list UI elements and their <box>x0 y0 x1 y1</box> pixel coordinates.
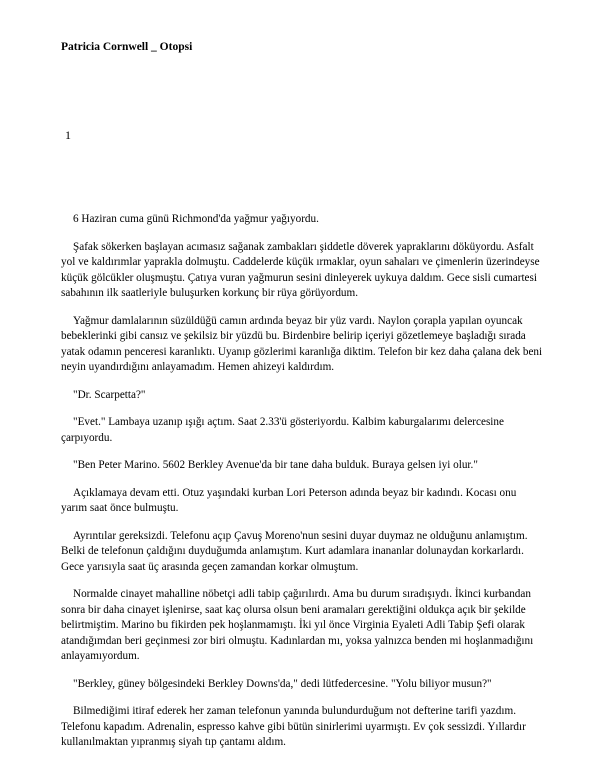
paragraph: Ayrıntılar gereksizdi. Telefonu açıp Çavuş Moreno'nun sesini duyar duymaz ne olduğunu anlamıştım. Belki de telefonun çaldığını duyduğumda anlamıştım. Kurt adamlara inananlar dolunaydan korkarlardı. Gece yarısıyla saat üç arasında geçen zamandan korkar olmuştum. <box>61 529 528 573</box>
paragraph: "Ben Peter Marino. 5602 Berkley Avenue'da bir tane daha bulduk. Buraya gelsen iyi olur." <box>73 459 478 471</box>
body-text <box>61 212 543 763</box>
paragraph: "Berkley, güney bölgesindeki Berkley Downs'da," dedi lütfedercesine. "Yolu biliyor musun?" <box>73 677 492 690</box>
paragraph: Açıklamaya devam etti. Otuz yaşındaki kurban Lori Peterson adında beyaz bir kadındı. Kocası onu yarım saat önce bulmuştu. <box>61 486 517 514</box>
paragraph: "Dr. Scarpetta?" <box>73 388 146 401</box>
paragraph: Şafak sökerken başlayan acımasız sağanak zambakları şiddetle döverek yapraklarını döküyordu. Asfalt yol ve kaldırımlar yaprakla dolmuştu. Caddelerde küçük ırmaklar, oyun sahaları ve çimenlerin üzerindeyse küçük gölcükler oluşmuştu. Çatıya vuran yağmurun sesini dinleyerek uykuya daldım. Gece sisli cumartesi sabahının ilk saatleriyle buluşurken korkunç bir rüya görüyordum. <box>61 240 540 299</box>
paragraph: Yağmur damlalarının süzüldüğü camın ardında beyaz bir yüz vardı. Naylon çorapla yapılan oyuncak bebeklerinki gibi cansız ve şekilsiz bir yüzdü bu. Birdenbire belirip içeriyi gözetlemeye başladığı sırada yatak odamın penceresi karanlıktı. Uyanıp gözlerimi karanlığa diktim. Telefon bir kez daha çalana dek beni neyin uyandırdığını anlayamadım. Hemen ahizeyi kaldırdım. <box>61 314 543 373</box>
chapter-number: 1 <box>65 128 71 142</box>
paragraph: Bilmediğimi itiraf ederek her zaman telefonun yanında bulundurduğum not defterine tarifi yazdım. Telefonu kapadım. Adrenalin, espresso kahve gibi bütün sinirlerimi uyarmıştı. Ev çok sessizdi. Yıllardır kullanılmaktan yıpranmış siyah tıp çantamı aldım. <box>61 705 526 748</box>
paragraph: 6 Haziran cuma günü Richmond'da yağmur yağıyordu. <box>73 213 319 225</box>
paragraph: Normalde cinayet mahalline nöbetçi adli tabip çağırılırdı. Ama bu durum sıradışıydı. İkinci kurbandan sonra bir daha cinayet işlenirse, saat kaç olursa olsun beni aramaları gerektiğini oldukça açık bir şekilde belirtmiştim. Marino bu fikirden pek hoşlanmamıştı. İki yıl önce Virginia Eyaleti Adli Tabip Şefi olarak atandığımdan beri geçinmesi zor biri olmuştu. Kadınlardan mı, yoksa yalnızca benden mi hoşlanmadığını anlayamıyordum. <box>61 588 534 662</box>
paragraph: "Evet." Lambaya uzanıp ışığı açtım. Saat 2.33'ü gösteriyordu. Kalbim kaburgalarımı delercesine çarpıyordu. <box>61 416 504 444</box>
document-title: Patricia Cornwell _ Otopsi <box>61 41 193 53</box>
